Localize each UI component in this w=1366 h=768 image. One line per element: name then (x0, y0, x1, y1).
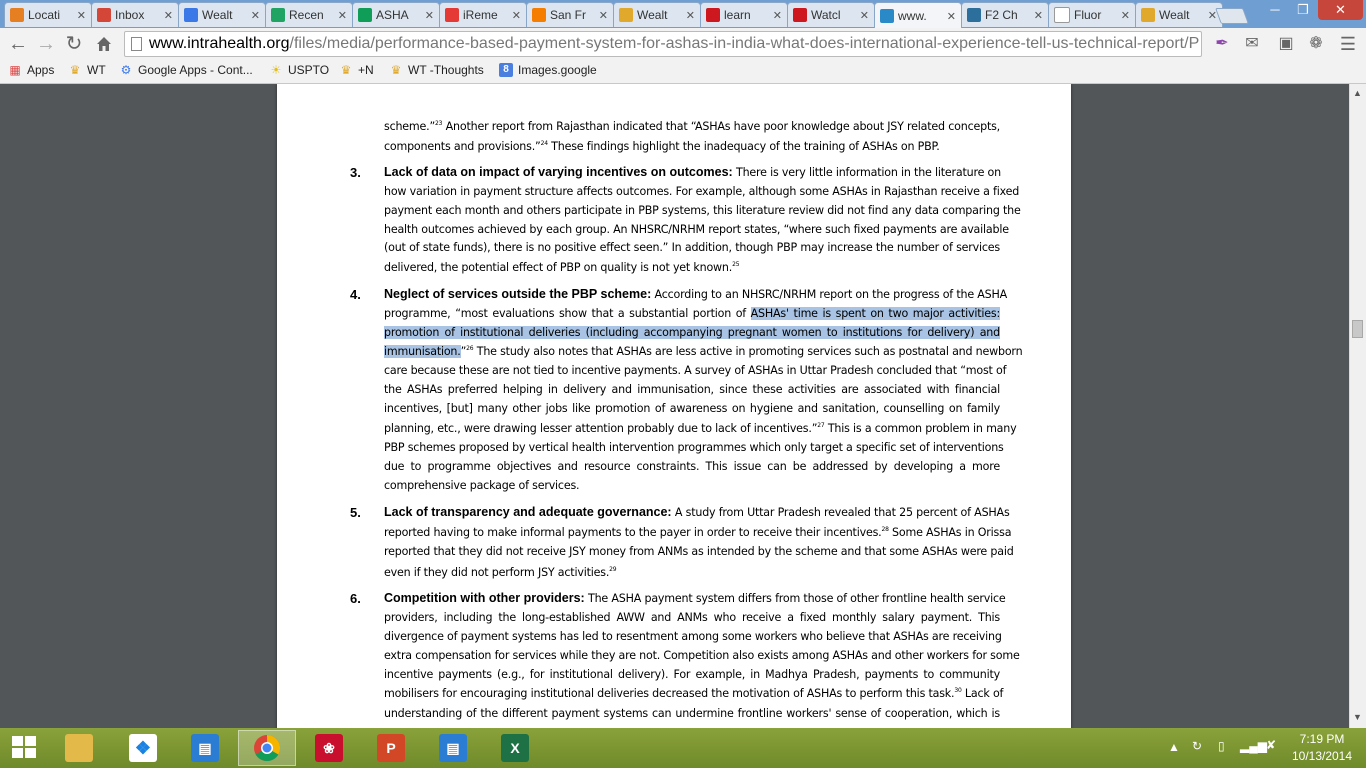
maximize-button[interactable]: ❐ (1297, 2, 1309, 17)
close-tab-icon[interactable]: ✕ (424, 9, 434, 22)
bookmark-wt-thoughts[interactable]: ♛ WT -Thoughts (390, 63, 484, 77)
address-bar[interactable] (124, 31, 1202, 57)
clock[interactable] (1290, 731, 1354, 765)
bookmark-google-apps[interactable]: ⚙ Google Apps - Cont... (120, 63, 253, 77)
doc-line: divergence of payment systems has led to resentment among some workers who believe that ASHAs are receiving (384, 630, 1002, 643)
extension-icon[interactable]: ❁ (1309, 35, 1323, 52)
doc-line: programme, “most evaluations show that a substantial portion of ASHAs' time is spent on two major activities: (384, 307, 1000, 320)
doc-line: incentive payments (e.g., for institutional delivery). For example, in Madhya Pradesh, payments to community (384, 668, 1000, 681)
list-number: 5. (350, 505, 361, 520)
doc-line: even if they did not perform JSY activities.$^{29}$ (384, 566, 617, 579)
doc-line: Neglect of services outside the PBP scheme: According to an NHSRC/NRHM report on the progress of the ASHA (384, 287, 1008, 301)
bookmark-images-google[interactable]: 8 Images.google (499, 63, 597, 77)
sheets-icon (358, 8, 372, 22)
close-tab-icon[interactable]: ✕ (511, 9, 521, 22)
item-heading: Competition with other providers: (384, 591, 585, 605)
window-app-icon: ▤ (191, 734, 219, 762)
doc-line: understanding of the different payment systems can undermine frontline workers' sense of cooperation, which is (384, 707, 1000, 720)
bookmark-uspto[interactable]: ☀ USPTO (270, 63, 330, 77)
text-selection: immunisation. (384, 345, 461, 358)
close-tab-icon[interactable]: ✕ (685, 9, 695, 22)
tab-10[interactable] (874, 2, 962, 29)
close-window-button[interactable]: ✕ (1318, 0, 1363, 20)
forward-arrow-icon: → (36, 33, 56, 55)
close-tab-icon[interactable]: ✕ (76, 9, 86, 22)
item-heading: Lack of data on impact of varying incentives on outcomes: (384, 165, 733, 179)
doc-line (384, 325, 1000, 340)
pdf-viewer[interactable] (0, 84, 1349, 728)
new-tab-button[interactable] (1215, 8, 1249, 24)
tab-6[interactable] (526, 2, 614, 27)
home-button[interactable] (92, 32, 116, 56)
tab-title: iReme (463, 8, 498, 22)
forward-button[interactable] (34, 32, 58, 56)
doc-line: PBP schemes proposed by vertical health intervention programmes which only target a specific set of interventions (384, 441, 1004, 454)
location-icon (10, 8, 24, 22)
cast-icon[interactable]: ▣ (1278, 35, 1294, 52)
bookmarks-bar (0, 60, 1366, 84)
back-button[interactable] (6, 32, 30, 56)
list-number: 3. (350, 165, 361, 180)
reload-button[interactable] (62, 32, 86, 56)
tab-11[interactable] (961, 2, 1049, 27)
crown-icon (619, 8, 633, 22)
acrobat-icon: ❀ (315, 734, 343, 762)
crown-icon (1141, 8, 1155, 22)
crown-icon: ♛ (340, 63, 352, 77)
tab-9[interactable] (787, 2, 875, 27)
doc-line: planning, etc., were drawing lesser attention probably due to lack of incentives.”$^{27}$ This is a common problem in many (384, 422, 1017, 435)
lightbulb-icon: ☀ (270, 63, 282, 77)
vertical-scrollbar[interactable] (1349, 84, 1366, 728)
reload-icon: ↻ (65, 33, 83, 55)
windows-taskbar (0, 728, 1366, 768)
tab-title: ASHA (376, 8, 409, 22)
clock-time: 7:19 PM (1299, 732, 1345, 746)
show-hidden-icons-icon[interactable]: ▲ (1168, 740, 1180, 754)
close-tab-icon[interactable]: ✕ (859, 9, 869, 22)
youtube-icon (706, 8, 720, 22)
doc-line: comprehensive package of services. (384, 479, 580, 492)
drive-icon (271, 8, 285, 22)
excel-icon: X (501, 734, 529, 762)
close-tab-icon[interactable]: ✕ (250, 9, 260, 22)
crown-icon: ♛ (69, 63, 81, 77)
doc-line: delivered, the potential effect of PBP on quality is not yet known.$^{25}$ (384, 261, 740, 274)
list-number: 4. (350, 287, 361, 302)
taskbar-window-app-2[interactable] (424, 730, 482, 766)
back-arrow-icon: ← (8, 33, 28, 55)
page-icon (131, 37, 142, 51)
close-tab-icon[interactable]: ✕ (1207, 9, 1217, 22)
google-icon: 8 (499, 63, 513, 77)
intrahealth-icon (880, 9, 894, 23)
doc-line: Lack of transparency and adequate governance: A study from Uttar Pradesh revealed that 25 percent of ASHAs (384, 505, 1010, 519)
tab-7[interactable] (613, 2, 701, 27)
doc-line: how variation in payment structure affects outcomes. For example, although some ASHAs in Rajasthan receive a fixed (384, 185, 1020, 198)
dropbox-icon: ❖ (129, 734, 157, 762)
browser-toolbar (0, 28, 1366, 61)
close-tab-icon[interactable]: ✕ (163, 9, 173, 22)
tab-2[interactable] (178, 2, 266, 27)
tab-13[interactable] (1135, 2, 1223, 27)
tab-3[interactable] (265, 2, 353, 27)
doc-line: health outcomes achieved by each group. An NHSRC/NRHM report states, “where such fixed payments are available (384, 223, 1009, 236)
bookmark-wt[interactable]: ♛ WT (69, 63, 106, 77)
tab-title: Inbox (115, 8, 145, 22)
text-selection: ASHAs' time is spent on two major activities: (750, 307, 1000, 320)
tab-title: Wealt (637, 8, 668, 22)
apps-grid-icon: ▦ (9, 63, 21, 77)
close-tab-icon[interactable]: ✕ (337, 9, 347, 22)
window-app-icon: ▤ (439, 734, 467, 762)
doc-line: Competition with other providers: The ASHA payment system differs from those of other frontline health service (384, 591, 1006, 605)
close-tab-icon[interactable]: ✕ (598, 9, 608, 22)
doc-line: reported that they did not receive JSY money from ANMs as intended by the scheme and that some ASHAs were paid (384, 545, 1014, 558)
crown-icon: ♛ (390, 63, 402, 77)
google-apps-icon: ⚙ (120, 63, 132, 77)
chrome-icon (253, 734, 281, 762)
scroll-up-icon[interactable]: ▲ (1353, 88, 1362, 98)
taskbar-dropbox[interactable] (114, 730, 172, 766)
battery-icon[interactable]: ▯ (1218, 739, 1225, 753)
taskbar-acrobat[interactable] (300, 730, 358, 766)
doc-line: care because these are not tied to incentive payments. A survey of ASHAs in Uttar Pradesh concluded that “most of (384, 364, 1007, 377)
tab-title: Watcl (811, 8, 841, 22)
gmail-icon (97, 8, 111, 22)
doc-line: scheme.”$^{23}$ Another report from Rajasthan indicated that “ASHAs have poor knowledge about JSY related concepts, (384, 120, 1000, 133)
tab-title: learn (724, 8, 751, 22)
doc-line: components and provisions.”$^{24}$ These findings highlight the inadequacy of the training of ASHAs on PBP. (384, 140, 940, 153)
bookmark-plus-n[interactable]: ♛ +N (340, 63, 374, 77)
powerpoint-icon: P (377, 734, 405, 762)
mail-icon[interactable]: ✉ (1245, 35, 1259, 52)
url-text[interactable] (149, 35, 1199, 53)
file-explorer-icon (65, 734, 93, 762)
close-tab-icon[interactable]: ✕ (1120, 9, 1130, 22)
page-icon (1054, 7, 1070, 23)
close-tab-icon[interactable]: ✕ (772, 9, 782, 22)
tab-8[interactable] (700, 2, 788, 27)
item-heading: Neglect of services outside the PBP scheme: (384, 287, 652, 301)
taskbar-powerpoint[interactable] (362, 730, 420, 766)
f2-icon (967, 8, 981, 22)
text-selection: promotion of institutional deliveries (including accompanying pregnant women to institutions for delivery) and (384, 326, 1000, 339)
sync-icon[interactable]: ↻ (1192, 739, 1203, 753)
youtube-icon (793, 8, 807, 22)
tab-strip (0, 0, 1366, 28)
item-heading: Lack of transparency and adequate governance: (384, 505, 672, 519)
tab-title: Locati (28, 8, 61, 22)
tab-4[interactable] (352, 2, 440, 27)
doc-line: Lack of data on impact of varying incentives on outcomes: There is very little information in the literature on (384, 165, 1001, 179)
home-icon (95, 35, 113, 53)
url-host: www.intrahealth.org (149, 35, 290, 52)
doc-line: mobilisers for encouraging institutional deliveries decreased the motivation of ASHAs to perform this task.$^{30}$ Lack of (384, 687, 1004, 700)
doc-line: extra compensation for services while they are not. Competition also exists among ASHAs and other workers for some (384, 649, 1020, 662)
calendar-icon (184, 8, 198, 22)
url-path: /files/media/performance-based-payment-system-for-ashas-in-india-what-does-international-experience-tell-us-technical-report/P (289, 35, 1199, 52)
clock-date: 10/13/2014 (1291, 749, 1353, 763)
scroll-down-icon[interactable]: ▼ (1353, 712, 1362, 722)
volume-muted-icon[interactable]: ✘ (1266, 738, 1277, 752)
signal-icon[interactable]: ▂▄▆ (1240, 739, 1267, 753)
tab-title: Fluor (1074, 8, 1102, 22)
doc-line: immunisation.”$^{26}$ The study also notes that ASHAs are less active in promoting services such as postnatal and newborn (384, 345, 1023, 358)
doc-line: incentives, [but] many other jobs like promotion of awareness on hygiene and sanitation, counselling on family (384, 402, 1000, 415)
tab-title: F2 Ch (985, 8, 1018, 22)
tab-title: Wealt (202, 8, 233, 22)
tab-1[interactable] (91, 2, 179, 27)
list-number: 6. (350, 591, 361, 606)
blogger-icon (532, 8, 546, 22)
close-tab-icon[interactable]: ✕ (1033, 9, 1043, 22)
taskbar-excel[interactable] (486, 730, 544, 766)
tab-0[interactable] (4, 2, 92, 27)
goiremember-icon (445, 8, 459, 22)
start-button[interactable] (12, 736, 38, 760)
taskbar-file-explorer[interactable] (50, 730, 108, 766)
bookmark-apps[interactable]: ▦ Apps (9, 63, 55, 77)
tab-title: Wealt (1159, 8, 1190, 22)
tab-title: San Fr (550, 8, 587, 22)
tab-title: www. (898, 9, 927, 23)
taskbar-chrome[interactable] (238, 730, 296, 766)
menu-icon[interactable]: ☰ (1339, 34, 1357, 54)
doc-line: payment each month and others participate in PBP systems, this literature review did not find any data comparing the (384, 204, 1021, 217)
doc-line: reported having to make informal payments to the payer in order to receive their incentives.$^{28}$ Some ASHAs in Orissa (384, 526, 1012, 539)
tab-5[interactable] (439, 2, 527, 27)
close-tab-icon[interactable]: ✕ (946, 10, 956, 23)
doc-line: due to programme objectives and resource constraints. This issue can be addressed by developing a more (384, 460, 1000, 473)
pen-extension-icon[interactable]: ✒ (1215, 35, 1229, 52)
windows-logo-icon (12, 736, 23, 746)
minimize-button[interactable]: ─ (1270, 2, 1280, 17)
doc-line: (out of state funds), there is no positive effect seen.” In addition, though PBP may increase the number of services (384, 241, 1000, 254)
tab-title: Recen (289, 8, 324, 22)
tab-12[interactable] (1048, 2, 1136, 27)
doc-line: providers, including the long-established AWW and ANMs who receive a fixed monthly salary payment. This (384, 611, 1000, 624)
pdf-page (277, 84, 1071, 728)
doc-line: the ASHAs preferred helping in delivery and immunisation, since these activities are associated with financial (384, 383, 1000, 396)
taskbar-window-app[interactable] (176, 730, 234, 766)
scroll-thumb[interactable] (1352, 320, 1363, 338)
